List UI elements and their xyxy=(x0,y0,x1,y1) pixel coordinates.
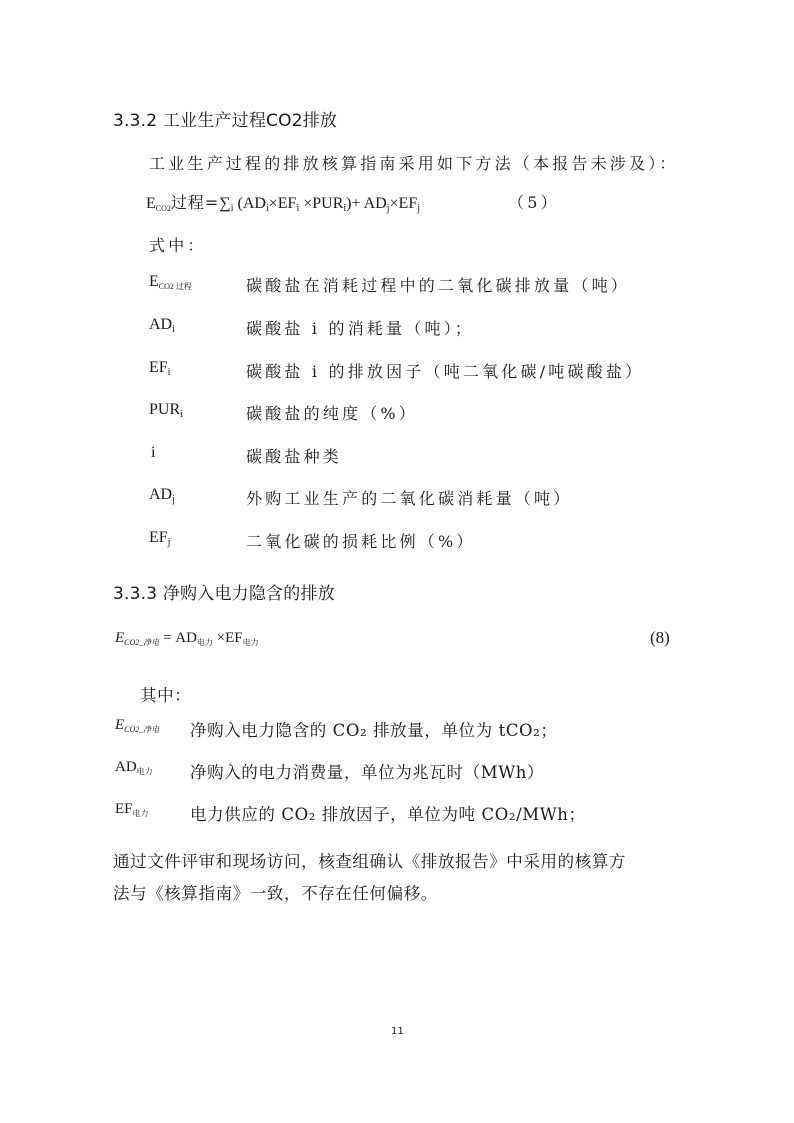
def-text-ad-i: 碳酸盐 i 的消耗量（吨）； xyxy=(246,319,475,338)
intro-paragraph: 工业生产过程的排放核算指南采用如下方法（本报告未涉及）： xyxy=(149,154,679,173)
def-text-i: 碳酸盐种类 xyxy=(246,447,343,466)
where-label-2: 其中： xyxy=(140,686,192,705)
def-symbol-e-co2-process: $E_{CO2 过程}$ xyxy=(149,273,192,291)
formula-8-number: (8) xyxy=(650,628,670,647)
conclusion-line-2: 法与《核算指南》一致，不存在任何偏移。 xyxy=(113,884,438,903)
def-symbol-ef-i: $EF_i$ xyxy=(149,359,171,378)
def-symbol-ad-power: $AD_{电力}$ xyxy=(115,759,153,776)
def-text-ef-i: 碳酸盐 i 的排放因子（吨二氧化碳/吨碳酸盐） xyxy=(246,362,645,381)
formula-lhs: E xyxy=(146,195,156,212)
def-symbol-ad-j: $AD_j$ xyxy=(149,486,175,505)
def-text-ad-j: 外购工业生产的二氧化碳消耗量（吨） xyxy=(246,489,573,508)
def-symbol-pur-i: $PUR_i$ xyxy=(149,401,183,420)
def-text-ef-power: 电力供应的 CO₂ 排放因子，单位为吨 CO₂/MWh； xyxy=(190,805,586,824)
def-text-e-co2-process: 碳酸盐在消耗过程中的二氧化碳排放量（吨） xyxy=(246,276,631,295)
formula-8: $E_{CO2\_净电} = AD_{电力} \times EF_{电力}$ xyxy=(115,630,259,647)
section-heading-3-3-2: 3.3.2 工业生产过程CO2排放 xyxy=(113,111,338,131)
formula-5: $E_{CO2}$过程$=\sum_i$ $(AD_i\times EF_i \times PUR_i)+ AD_j\times EF_j$ xyxy=(146,193,420,214)
def-symbol-ad-i: $AD_i$ xyxy=(149,316,175,335)
conclusion-line-1: 通过文件评审和现场访问，核查组确认《排放报告》中采用的核算方 xyxy=(113,852,626,871)
formula-5-number: （5） xyxy=(508,193,560,212)
def-symbol-ef-j: $EF_j$ xyxy=(149,529,171,548)
section-heading-3-3-3: 3.3.3 净购入电力隐含的排放 xyxy=(113,584,335,604)
def-symbol-e-co2-net: $E_{CO2\_净电}$ xyxy=(115,717,160,734)
def-text-ef-j: 二氧化碳的损耗比例（%） xyxy=(246,532,476,551)
def-text-e-co2-net: 净购入电力隐含的 CO₂ 排放量，单位为 tCO₂； xyxy=(190,721,558,740)
where-label: 式中： xyxy=(149,236,207,255)
def-symbol-i: i xyxy=(151,444,156,461)
def-text-ad-power: 净购入的电力消费量，单位为兆瓦时（MWh） xyxy=(190,763,545,782)
page-number: 11 xyxy=(391,1026,404,1037)
sigma-symbol: ∑ xyxy=(219,195,231,212)
def-symbol-ef-power: $EF_{电力}$ xyxy=(115,801,149,818)
def-text-pur-i: 碳酸盐的纯度（%） xyxy=(246,404,419,423)
